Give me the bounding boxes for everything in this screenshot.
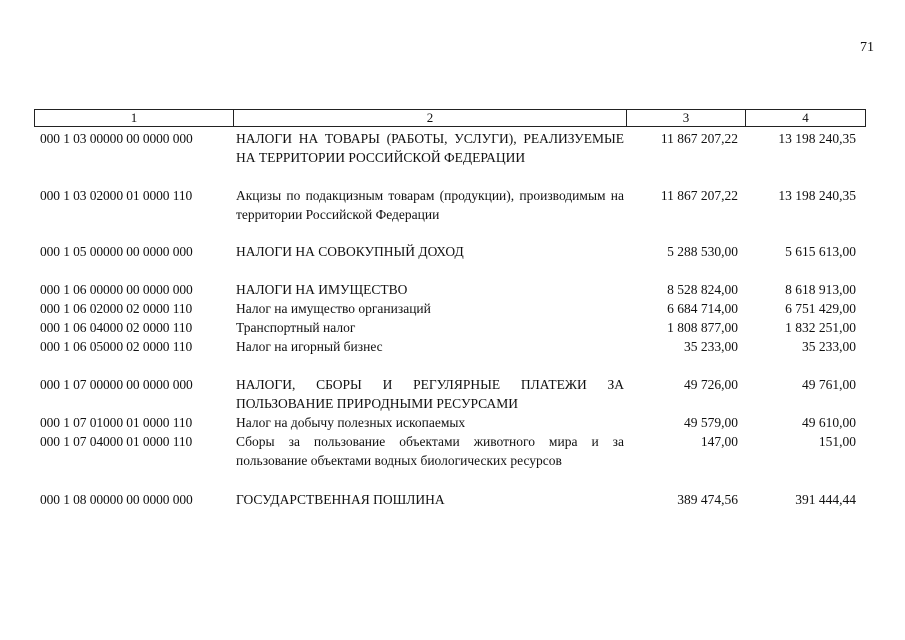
budget-code: 000 1 03 02000 01 0000 110 bbox=[40, 188, 193, 203]
amount-col-4: 35 233,00 bbox=[802, 339, 856, 354]
amount-col-3: 1 808 877,00 bbox=[667, 320, 738, 335]
revenue-name: НАЛОГИ, СБОРЫ И РЕГУЛЯРНЫЕ ПЛАТЕЖИ ЗА ПОЛЬЗОВАНИЕ ПРИРОДНЫМИ РЕСУРСАМИ bbox=[236, 377, 624, 411]
amount-col-3: 11 867 207,22 bbox=[660, 131, 738, 146]
amount-col-3: 147,00 bbox=[700, 434, 738, 449]
amount-col-4: 13 198 240,35 bbox=[778, 131, 856, 146]
revenue-name: Налог на имущество организаций bbox=[236, 301, 431, 316]
budget-code: 000 1 06 05000 02 0000 110 bbox=[40, 339, 193, 354]
budget-code: 000 1 06 02000 02 0000 110 bbox=[40, 301, 193, 316]
header-col-2: 2 bbox=[426, 110, 434, 125]
amount-col-3: 11 867 207,22 bbox=[660, 188, 738, 203]
amount-col-3: 5 288 530,00 bbox=[667, 244, 738, 259]
revenue-name: Сборы за пользование объектами животного мира и за пользование объектами водных биологических ресурсов bbox=[236, 434, 624, 468]
table-header bbox=[34, 109, 866, 127]
amount-col-4: 8 618 913,00 bbox=[785, 282, 856, 297]
header-col-3: 3 bbox=[682, 110, 690, 125]
revenue-name: Акцизы по подакцизным товарам (продукции), производимым на территории Российской Федерации bbox=[236, 188, 624, 222]
budget-code: 000 1 07 01000 01 0000 110 bbox=[40, 415, 193, 430]
amount-col-4: 391 444,44 bbox=[795, 492, 856, 507]
amount-col-4: 6 751 429,00 bbox=[785, 301, 856, 316]
header-col-1: 1 bbox=[130, 110, 138, 125]
budget-code: 000 1 03 00000 00 0000 000 bbox=[40, 131, 193, 146]
budget-code: 000 1 06 00000 00 0000 000 bbox=[40, 282, 193, 297]
amount-col-3: 8 528 824,00 bbox=[667, 282, 738, 297]
amount-col-4: 1 832 251,00 bbox=[785, 320, 856, 335]
revenue-name: Налог на добычу полезных ископаемых bbox=[236, 415, 466, 430]
revenue-name: НАЛОГИ НА ТОВАРЫ (РАБОТЫ, УСЛУГИ), РЕАЛИЗУЕМЫЕ НА ТЕРРИТОРИИ РОССИЙСКОЙ ФЕДЕРАЦИИ bbox=[236, 131, 624, 165]
amount-col-3: 49 579,00 bbox=[684, 415, 738, 430]
amount-col-3: 389 474,56 bbox=[677, 492, 738, 507]
revenue-name: Налог на игорный бизнес bbox=[236, 339, 383, 354]
revenue-name: ГОСУДАРСТВЕННАЯ ПОШЛИНА bbox=[236, 492, 445, 507]
revenue-name: НАЛОГИ НА СОВОКУПНЫЙ ДОХОД bbox=[236, 244, 464, 259]
budget-code: 000 1 07 04000 01 0000 110 bbox=[40, 434, 193, 449]
budget-code: 000 1 07 00000 00 0000 000 bbox=[40, 377, 193, 392]
amount-col-4: 49 761,00 bbox=[802, 377, 856, 392]
budget-code: 000 1 05 00000 00 0000 000 bbox=[40, 244, 193, 259]
revenue-name: НАЛОГИ НА ИМУЩЕСТВО bbox=[236, 282, 408, 297]
budget-code: 000 1 08 00000 00 0000 000 bbox=[40, 492, 193, 507]
revenue-name: Транспортный налог bbox=[236, 320, 356, 335]
budget-code: 000 1 06 04000 02 0000 110 bbox=[40, 320, 193, 335]
amount-col-3: 6 684 714,00 bbox=[667, 301, 738, 316]
amount-col-4: 49 610,00 bbox=[802, 415, 856, 430]
amount-col-4: 13 198 240,35 bbox=[778, 188, 856, 203]
amount-col-4: 5 615 613,00 bbox=[785, 244, 856, 259]
amount-col-4: 151,00 bbox=[818, 434, 856, 449]
page-number: 71 bbox=[860, 40, 874, 55]
header-col-4: 4 bbox=[802, 110, 809, 125]
amount-col-3: 35 233,00 bbox=[684, 339, 738, 354]
amount-col-3: 49 726,00 bbox=[684, 377, 738, 392]
